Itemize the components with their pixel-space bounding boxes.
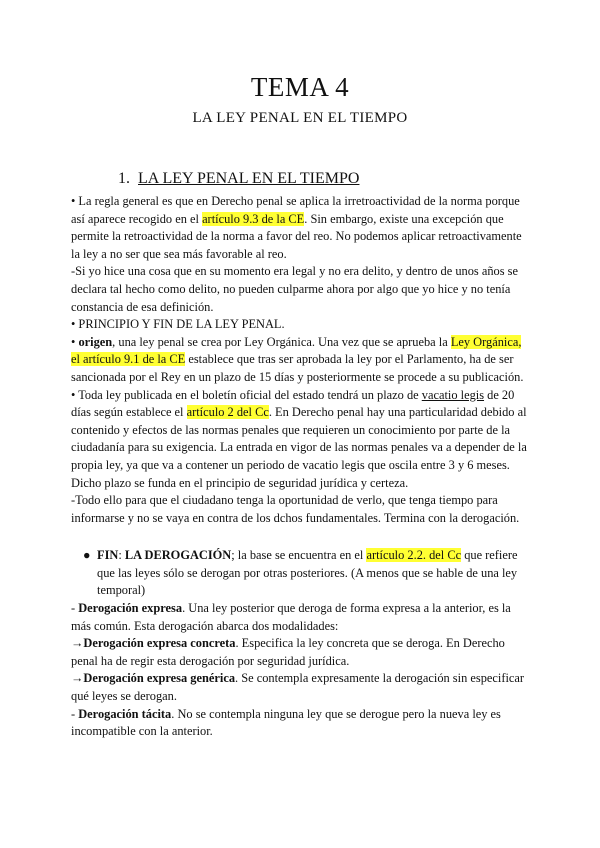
paragraph-text: de 20 días según establece el bbox=[71, 387, 515, 420]
highlight-ley-organica: Ley Orgánica, el artículo 9.1 de la CE bbox=[71, 334, 522, 367]
bold-term-derogacion: LA DEROGACIÓN bbox=[124, 548, 232, 563]
paragraph-vacatio-legis bbox=[71, 387, 531, 493]
paragraph-origen bbox=[71, 334, 531, 387]
bullet-dot-icon: ● bbox=[83, 548, 91, 563]
paragraph-text: . No se contempla ninguna ley que se derogue pero la nueva ley es incompatible con la anterior. bbox=[71, 706, 501, 739]
paragraph-text: . Se contempla expresamente la derogación sin especificar qué leyes se derogan. bbox=[71, 671, 525, 704]
paragraph-text: . Sin embargo, existe una excepción que permite la retroactividad de la norma a favor del reo. No podemos aplicar retroactivamente la ley a no ser que sea más favorable al reo. bbox=[71, 211, 522, 261]
document-body bbox=[71, 193, 531, 741]
paragraph-text: • La regla general es que en Derecho penal se aplica la irretroactividad de la norma porque así aparece recogido en el bbox=[71, 194, 520, 226]
arrow-right-icon: → bbox=[71, 636, 84, 651]
paragraph-expresa-concreta bbox=[71, 635, 531, 670]
paragraph-derogacion-expresa bbox=[71, 600, 531, 635]
highlight-article-9-3: artículo 9.3 de la CE bbox=[202, 211, 305, 226]
paragraph-irretroactividad bbox=[71, 193, 531, 263]
paragraph-text: : bbox=[118, 548, 125, 563]
paragraph-text: . Especifica la ley concreta que se deroga. En Derecho penal ha de regir esta derogación por seguridad jurídica. bbox=[71, 636, 505, 668]
section-heading bbox=[118, 170, 359, 188]
paragraph-fin-derogacion bbox=[71, 547, 531, 600]
section-heading-text: LA LEY PENAL EN EL TIEMPO bbox=[138, 170, 360, 187]
dash-symbol: - bbox=[71, 706, 79, 721]
paragraph-text: . Una ley posterior que deroga de forma expresa a la anterior, es la más común. Esta derogación abarca dos modalidades: bbox=[71, 601, 511, 633]
paragraph-oportunidad: -Todo ello para que el ciudadano tenga la oportunidad de verlo, que tenga tiempo para informarse y no se vaya en contra de los dchos fundamentales. Termina con la derogación. bbox=[71, 493, 520, 525]
paragraph-principio-fin: • PRINCIPIO Y FIN DE LA LEY PENAL. bbox=[71, 317, 285, 332]
paragraph-text: . En Derecho penal hay una particularidad debido al contenido y efectos de las normas penales que requieren un conocimiento por parte de la ciudadanía para su exigencia. La entrada en vigor de las normas penales va a depender de la propia ley, ya que va a contener un periodo de vacatio legis que oscila entre 3 y 6 meses. Dicho plazo se funda en el principio de seguridad jurídica y certeza. bbox=[71, 405, 527, 490]
bold-term-expresa-generica: Derogación expresa genérica bbox=[83, 671, 236, 686]
bold-term-fin: FIN bbox=[97, 548, 119, 563]
bullet-symbol: • bbox=[71, 334, 79, 349]
bold-term-expresa-concreta: Derogación expresa concreta bbox=[83, 636, 236, 651]
bold-term-derogacion-expresa: Derogación expresa bbox=[78, 601, 183, 616]
paragraph-derogacion-tacita bbox=[71, 706, 531, 741]
highlight-article-2-2-cc: artículo 2.2. del Cc bbox=[366, 548, 462, 563]
paragraph-text: establece que tras ser aprobada la ley por el Parlamento, ha de ser sancionada por el Rey en un plazo de 15 días y posteriormente se procede a su publicación. bbox=[71, 352, 524, 384]
paragraph-text: • Toda ley publicada en el boletín oficial del estado tendrá un plazo de bbox=[71, 387, 422, 402]
paragraph-text: , una ley penal se crea por Ley Orgánica. Una vez que se aprueba la bbox=[112, 334, 451, 349]
dash-symbol: - bbox=[71, 601, 79, 616]
underlined-term-vacatio-legis: vacatio legis bbox=[421, 387, 485, 402]
paragraph-expresa-generica bbox=[71, 670, 531, 705]
bold-term-derogacion-tacita: Derogación tácita bbox=[78, 706, 172, 721]
page-title: TEMA 4 bbox=[250, 72, 350, 102]
page-subtitle: LA LEY PENAL EN EL TIEMPO bbox=[192, 110, 408, 126]
section-number: 1. bbox=[118, 170, 130, 187]
spacer bbox=[71, 527, 531, 547]
paragraph-text: que refiere que las leyes sólo se derogan por otras posteriores. (A menos que se hable de una ley temporal) bbox=[97, 548, 518, 598]
paragraph-text: ; la base se encuentra en el bbox=[231, 548, 367, 563]
arrow-right-icon: → bbox=[71, 671, 84, 686]
bold-term-origen: origen bbox=[78, 334, 113, 349]
highlight-article-2-cc: artículo 2 del Cc bbox=[186, 405, 269, 420]
paragraph-example: -Si yo hice una cosa que en su momento era legal y no era delito, y dentro de unos años se declara tal hecho como delito, no pueden culparme ahora por algo que yo hice y no tenía constancia de esa definición. bbox=[71, 264, 518, 314]
